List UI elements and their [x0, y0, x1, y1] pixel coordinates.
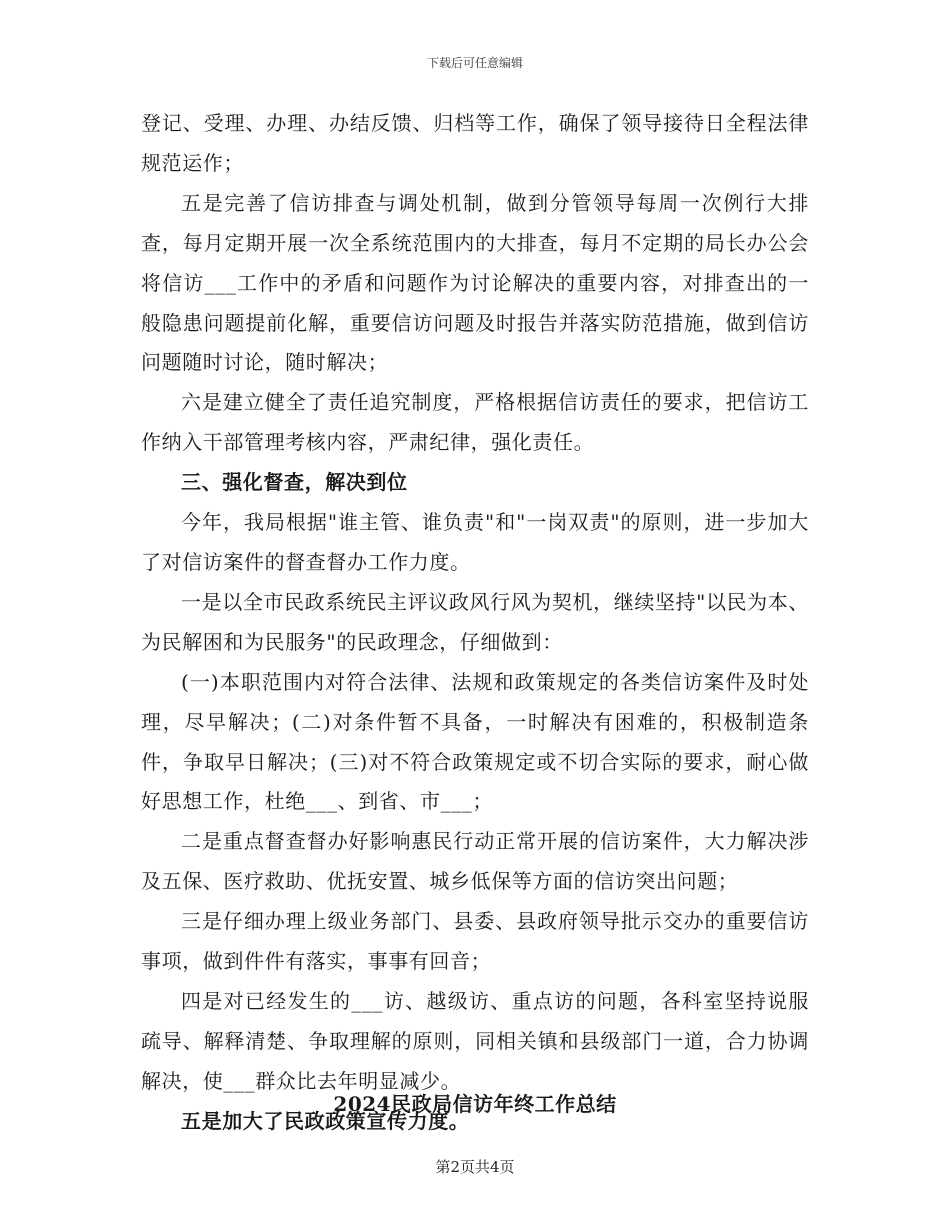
- paragraph-8: 三是仔细办理上级业务部门、县委、县政府领导批示交办的重要信访事项，做到件件有落实，事事有回音；: [141, 909, 809, 974]
- section-heading-3: 三、强化督查，解决到位: [181, 470, 408, 495]
- page-header-note: 下载后可任意编辑: [426, 56, 523, 70]
- paragraph-5: 一是以全市民政系统民主评议政风行风为契机，继续坚持"以民为本、为民解困和为民服务"的民政理念，仔细做到：: [141, 589, 809, 654]
- bold-paragraph-5: 五是加大了民政政策宣传力度。: [181, 1108, 470, 1133]
- paragraph-4: 今年，我局根据"谁主管、谁负责"和"一岗双责"的原则，进一步加大了对信访案件的督查督办工作力度。: [141, 510, 809, 574]
- paragraph-6: (一)本职范围内对符合法律、法规和政策规定的各类信访案件及时处理，尽早解决；(二)对条件暂不具备，一时解决有困难的，积极制造条件，争取早日解决；(三)对不符合政策规定或不切合实际的要求，耐心做好思想工作，杜绝___、到省、市___；: [141, 669, 809, 814]
- page-number-footer: 第2页共4页: [435, 1158, 515, 1176]
- paragraph-2: 五是完善了信访排查与调处机制，做到分管领导每周一次例行大排查，每月定期开展一次全系统范围内的大排查，每月不定期的局长办公会将信访___工作中的矛盾和问题作为讨论解决的重要内容，对排查出的一般隐患问题提前化解，重要信访问题及时报告并落实防范措施，做到信访问题随时讨论，随时解决；: [141, 190, 809, 375]
- document-title: 2024民政局信访年终工作总结: [333, 1092, 617, 1116]
- paragraph-3: 六是建立健全了责任追究制度，严格根据信访责任的要求，把信访工作纳入干部管理考核内容，严肃纪律，强化责任。: [141, 390, 809, 455]
- paragraph-9: 四是对已经发生的___访、越级访、重点访的问题，各科室坚持说服疏导、解释清楚、争取理解的原则，同相关镇和县级部门一道，合力协调解决，使___群众比去年明显减少。: [141, 988, 809, 1093]
- paragraph-7: 二是重点督查督办好影响惠民行动正常开展的信访案件，大力解决涉及五保、医疗救助、优抚安置、城乡低保等方面的信访突出问题；: [141, 829, 809, 894]
- paragraph-1: 登记、受理、办理、办结反馈、归档等工作，确保了领导接待日全程法律规范运作；: [141, 111, 809, 175]
- document-body: [141, 104, 809, 1142]
